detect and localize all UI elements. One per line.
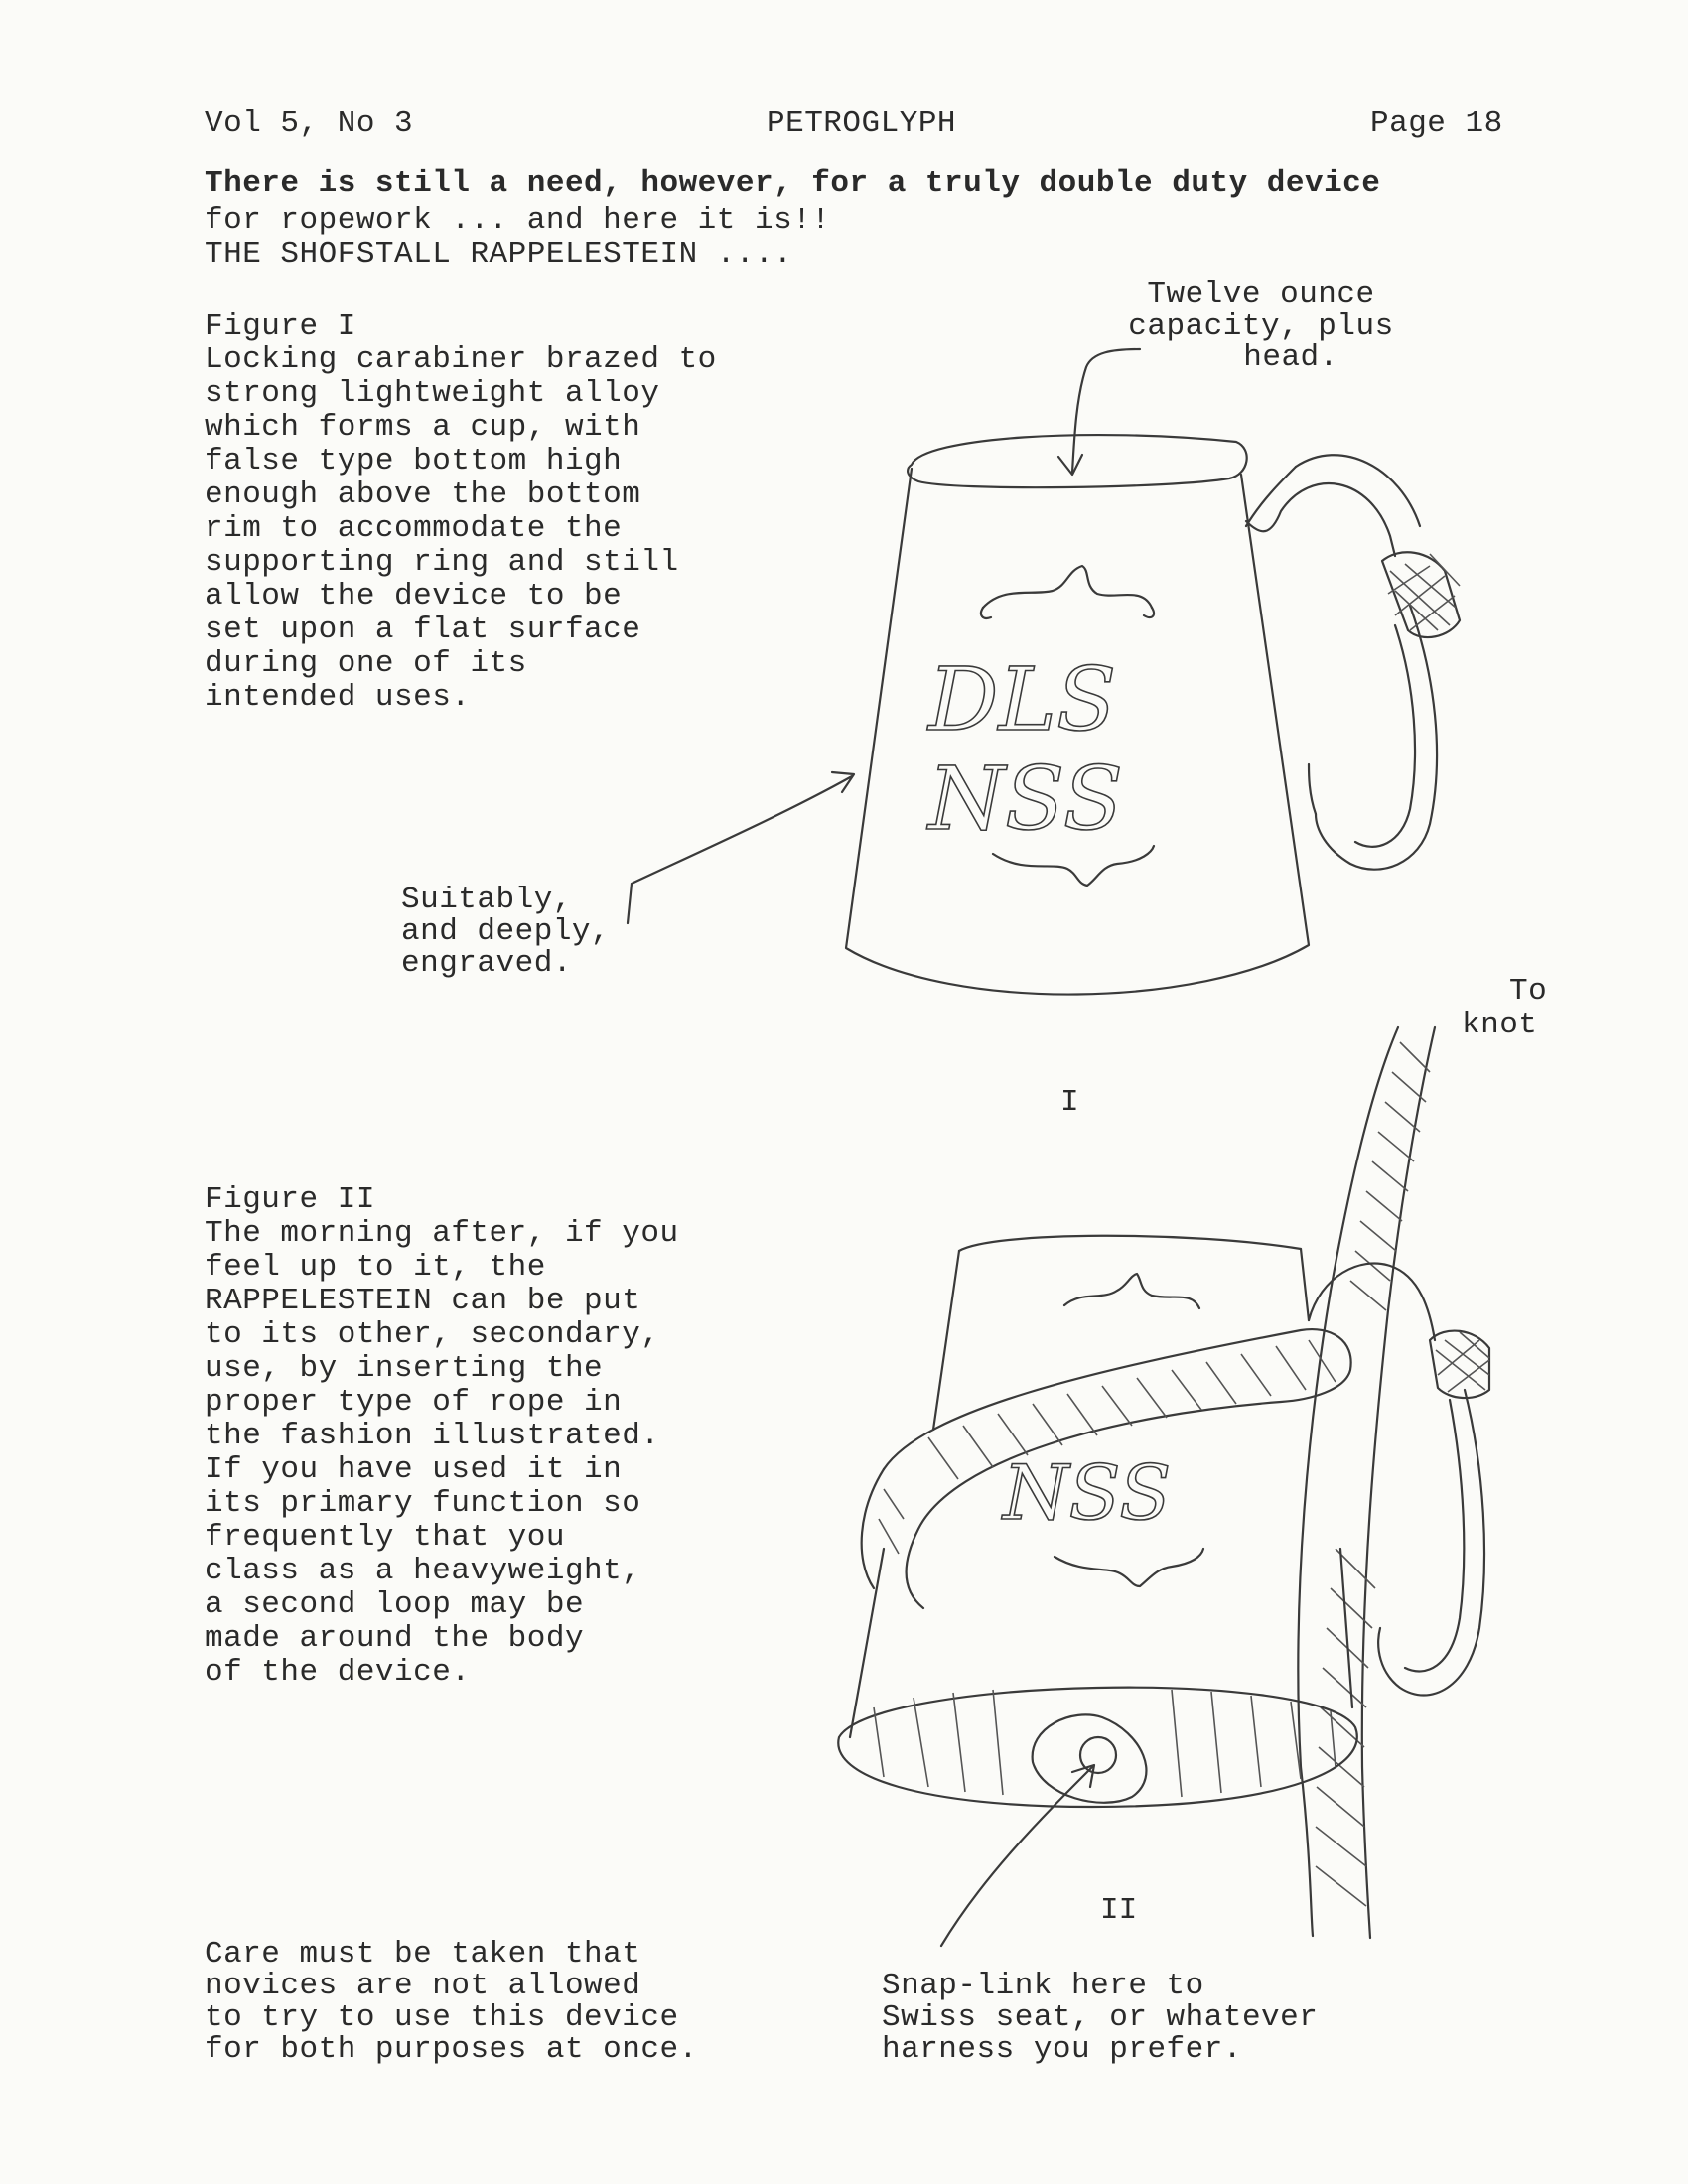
figure-1-line: strong lightweight alloy <box>205 376 660 411</box>
caution-line: novices are not allowed <box>205 1969 641 2003</box>
snaplink-line: Snap-link here to <box>882 1969 1204 2003</box>
figure-2-line: feel up to it, the <box>205 1250 546 1285</box>
locking-sleeve-icon <box>1382 552 1460 637</box>
figure-1-line: intended uses. <box>205 680 471 715</box>
snaplink-arrow <box>941 1767 1092 1946</box>
figure-1-line: during one of its <box>205 646 527 681</box>
to-knot-note: To <box>1509 974 1548 1009</box>
capacity-note-line: capacity, plus <box>1128 309 1394 343</box>
figure-2-line: its primary function so <box>205 1486 641 1521</box>
caution-line: to try to use this device <box>205 2000 679 2035</box>
caution-line: Care must be taken that <box>205 1937 641 1972</box>
figure-2-line: made around the body <box>205 1621 585 1656</box>
figure-1-line: supporting ring and still <box>205 545 679 580</box>
figure-2-line: If you have used it in <box>205 1452 623 1487</box>
figure-1-mug <box>628 349 1460 1120</box>
engraving-nss-2: NSS <box>1003 1448 1172 1537</box>
figure-1-line: Locking carabiner brazed to <box>205 342 717 377</box>
figure-2-line: to its other, secondary, <box>205 1317 660 1352</box>
newsletter-title: PETROGLYPH <box>767 106 957 141</box>
figure-2-line: of the device. <box>205 1655 471 1690</box>
intro-line-1: There is still a need, however, for a truly double duty device <box>205 166 1381 201</box>
capacity-note-line: head. <box>1243 341 1338 375</box>
figure-2-line: class as a heavyweight, <box>205 1554 641 1588</box>
figure-2-label: II <box>1100 1893 1138 1928</box>
rope-icon <box>1298 1027 1435 1938</box>
figure-1-line: rim to accommodate the <box>205 511 623 546</box>
figure-2-line: RAPPELESTEIN can be put <box>205 1284 641 1318</box>
volume-number: Vol 5, No 3 <box>205 106 414 141</box>
to-knot-note: knot <box>1462 1008 1538 1042</box>
figure-2-line: frequently that you <box>205 1520 565 1555</box>
figure-1-label: I <box>1060 1085 1079 1120</box>
engraved-note-line: engraved. <box>401 946 572 981</box>
engraved-note-line: Suitably, <box>401 883 572 917</box>
figure-2-line: the fashion illustrated. <box>205 1419 660 1453</box>
engraved-note-line: and deeply, <box>401 914 611 949</box>
figure-2-line: a second loop may be <box>205 1587 585 1622</box>
figure-2-heading: Figure II <box>205 1182 375 1217</box>
figure-2-line: proper type of rope in <box>205 1385 623 1420</box>
engraved-arrow <box>628 776 852 923</box>
figure-2-line: use, by inserting the <box>205 1351 604 1386</box>
figure-2-mug <box>838 1027 1489 1946</box>
figure-1-heading: Figure I <box>205 309 356 343</box>
figure-1-line: enough above the bottom <box>205 478 641 512</box>
engraving-dls: DLS <box>928 648 1117 751</box>
figure-1-line: allow the device to be <box>205 579 623 614</box>
caution-line: for both purposes at once. <box>205 2032 698 2067</box>
figure-1-line: false type bottom high <box>205 444 623 478</box>
figure-1-line: set upon a flat surface <box>205 613 641 647</box>
engraving-nss: NSS <box>928 748 1124 850</box>
intro-line-3: THE SHOFSTALL RAPPELESTEIN .... <box>205 237 793 272</box>
snaplink-line: harness you prefer. <box>882 2032 1242 2067</box>
snaplink-line: Swiss seat, or whatever <box>882 2000 1319 2035</box>
figure-2-line: The morning after, if you <box>205 1216 679 1251</box>
locking-sleeve-icon-2 <box>1430 1331 1489 1399</box>
page-number: Page 18 <box>1370 106 1503 141</box>
figure-1-line: which forms a cup, with <box>205 410 641 445</box>
intro-line-2: for ropework ... and here it is!! <box>205 204 831 238</box>
capacity-note-line: Twelve ounce <box>1147 277 1375 312</box>
